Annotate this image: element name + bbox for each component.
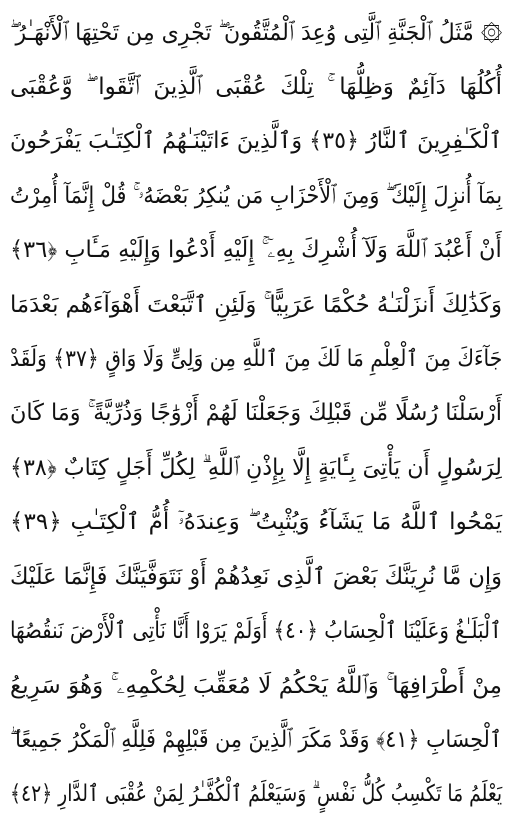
verse-line-text: لِرَسُولٍ أَن يَأْتِىَ بِـَٔايَةٍ إِلَّا بِإِذْنِ ٱللَّهِ ۗ لِكُلِّ أَجَلٍ كِتَابٌ ﴿٣٨﴾	[10, 454, 503, 481]
verse-line-text: ٱلْكَـٰفِرِينَ ٱلنَّارُ ﴿٣٥﴾ وَٱلَّذِينَ ءَاتَيْنَـٰهُمُ ٱلْكِتَـٰبَ يَفْرَحُونَ	[9, 128, 502, 155]
verse-line-text: بِمَآ أُنزِلَ إِلَيْكَ ۖ وَمِنَ ٱلْأَحْزَابِ مَن يُنكِرُ بَعْضَهُۥ ۚ قُلْ إِنَّمَآ أُمِرْتُ	[9, 182, 502, 209]
verse-line-14	[10, 715, 502, 765]
verse-line-11	[10, 552, 502, 602]
verse-line-text: ٱلْحِسَابِ ﴿٤١﴾ وَقَدْ مَكَرَ ٱلَّذِينَ مِن قَبْلِهِمْ فَلِلَّهِ ٱلْمَكْرُ جَمِيعًا ۖ	[10, 726, 502, 753]
verse-line-2	[10, 62, 502, 112]
verse-line-text: ٱلْبَلَـٰغُ وَعَلَيْنَا ٱلْحِسَابُ ﴿٤٠﴾ أَوَلَمْ يَرَوْا أَنَّا نَأْتِى ٱلْأَرْضَ نَنقُصُهَا	[10, 618, 502, 645]
verse-line-text: وَإِن مَّا نُرِيَنَّكَ بَعْضَ ٱلَّذِى نَعِدُهُمْ أَوْ نَتَوَفَّيَنَّكَ فَإِنَّمَا عَلَيْكَ	[10, 563, 502, 590]
verse-lines	[10, 8, 502, 820]
verse-line-7	[10, 335, 502, 385]
verse-line-15	[10, 770, 502, 820]
verse-line-5	[10, 226, 502, 276]
verse-line-13	[10, 661, 502, 711]
verse-line-text: أَرْسَلْنَا رُسُلًا مِّن قَبْلِكَ وَجَعَلْنَا لَهُمْ أَزْوَٰجًا وَذُرِّيَّةً ۚ وَمَا كَانَ	[10, 400, 502, 427]
verse-line-12	[10, 607, 502, 657]
verse-line-text: ۞ مَّثَلُ ٱلْجَنَّةِ ٱلَّتِى وُعِدَ ٱلْمُتَّقُونَ ۖ تَجْرِى مِن تَحْتِهَا ٱلْأَنْهَـٰرُ ۖ	[9, 19, 502, 46]
verse-line-3	[10, 117, 502, 167]
verse-line-text: مِنْ أَطْرَافِهَا ۚ وَٱللَّهُ يَحْكُمُ لَا مُعَقِّبَ لِحُكْمِهِۦ ۚ وَهُوَ سَرِيعُ	[10, 672, 502, 699]
verse-line-4	[10, 171, 502, 221]
verse-line-6	[10, 280, 502, 330]
verse-line-10	[10, 498, 502, 548]
verse-line-text: أُكُلُهَا دَآئِمٌ وَظِلُّهَا ۚ تِلْكَ عُقْبَى ٱلَّذِينَ ٱتَّقَوا ۖ وَّعُقْبَى	[10, 73, 502, 100]
verse-line-9	[10, 443, 502, 493]
verse-line-1	[10, 8, 502, 58]
verse-line-text: وَكَذَٰلِكَ أَنزَلْنَـٰهُ حُكْمًا عَرَبِيًّا ۚ وَلَئِنِ ٱتَّبَعْتَ أَهْوَآءَهُم بَعْدَمَا	[10, 291, 502, 318]
verse-line-text: أَنْ أَعْبُدَ ٱللَّهَ وَلَآ أُشْرِكَ بِهِۦٓ ۚ إِلَيْهِ أَدْعُوا وَإِلَيْهِ مَـَٔابِ ﴿٣٦﴾	[10, 237, 503, 264]
verse-line-8	[10, 389, 502, 439]
verse-line-text: يَعْلَمُ مَا تَكْسِبُ كُلُّ نَفْسٍ ۗ وَسَيَعْلَمُ ٱلْكُفَّـٰرُ لِمَنْ عُقْبَى ٱلدَّارِ ﴿٤٢﴾	[9, 781, 502, 808]
verse-line-text: جَآءَكَ مِنَ ٱلْعِلْمِ مَا لَكَ مِنَ ٱللَّهِ مِن وَلِىٍّ وَلَا وَاقٍ ﴿٣٧﴾ وَلَقَدْ	[9, 346, 502, 373]
verse-line-text: يَمْحُوا ٱللَّهُ مَا يَشَآءُ وَيُثْبِتُ ۖ وَعِندَهُۥٓ أُمُّ ٱلْكِتَـٰبِ ﴿٣٩﴾	[10, 509, 502, 536]
